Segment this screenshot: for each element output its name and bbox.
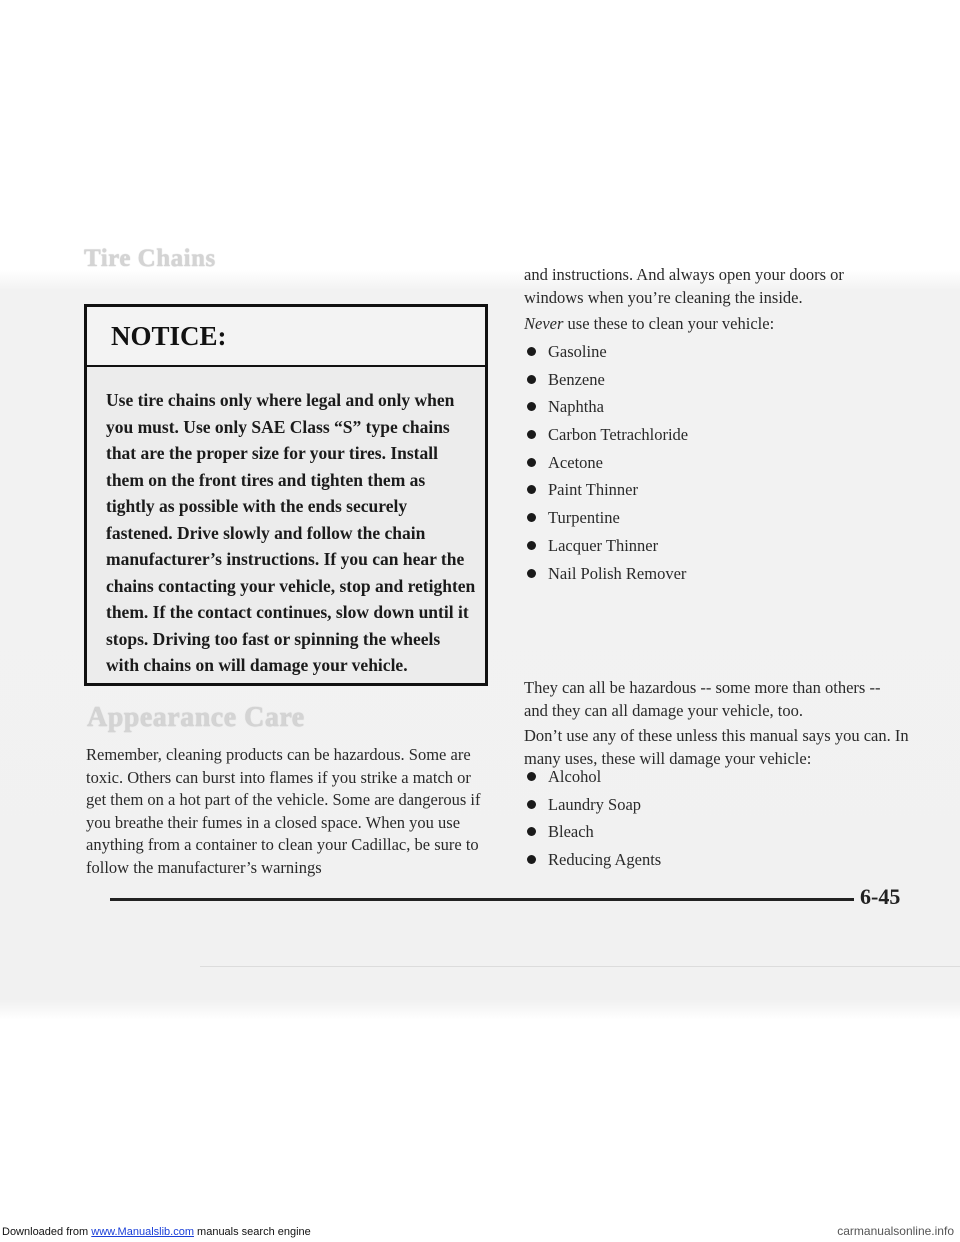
notice-text: Use tire chains only where legal and only when you must. Use only SAE Class “S” type chains that are the proper size for your tires. Install them on the front tires and tighten them as tightly as possible with the ends securely fastened. Drive slowly and follow the chain manufacturer’s instructions. If you can hear the chains contacting your vehicle, stop and retighten them. If the contact continues, slow down until it stops. Driving too fast or spinning the wheels with chains on will damage your vehicle. [106,390,476,675]
bullet-icon [527,800,536,809]
list-item-label: Bleach [548,822,594,842]
list-item [527,560,688,588]
list-item-label: Lacquer Thinner [548,535,659,555]
appearance-para-3: They can all be hazardous -- some more than others -- and they can all damage your vehicle, too. [524,678,881,720]
cleaner-list [527,338,688,587]
bullet-icon [527,347,536,356]
list-item [527,763,661,791]
bullet-icon [527,569,536,578]
notice-box [84,304,488,686]
list-item [527,366,688,394]
bullet-icon [527,430,536,439]
bullet-icon [527,375,536,384]
list-item [527,791,661,819]
list-item-label: Carbon Tetrachloride [548,425,689,445]
list-item-label: Alcohol [548,767,602,786]
download-suffix: manuals search engine [193,1226,311,1238]
list-item [527,476,688,504]
list-item [527,818,661,846]
tire-chains-title: Tire Chains [84,245,216,272]
list-item [527,449,688,477]
never-rest: use these to clean your vehicle: [563,314,775,333]
list-item [527,338,688,366]
list-item-label: Naphtha [548,397,604,417]
list-item-label: Paint Thinner [548,480,638,500]
download-prefix: Downloaded from [2,1226,92,1238]
bullet-icon [527,402,536,411]
bullet-icon [527,541,536,550]
list-item [527,421,688,449]
list-item [527,504,688,532]
damage-list [527,763,661,874]
list-item-label: Gasoline [548,342,607,361]
list-item [527,846,661,874]
notice-header [87,307,485,367]
page-number: 6-45 [860,884,901,909]
footer-rule [110,898,854,901]
bullet-icon [527,772,536,781]
bullet-icon [527,513,536,522]
list-item-label: Turpentine [548,508,620,528]
appearance-care-title: Appearance Care [87,702,305,733]
list-item-label: Laundry Soap [548,794,642,814]
faint-divider [200,966,960,967]
list-item-label: Acetone [548,452,603,472]
never-line [524,313,904,336]
list-item-label: Reducing Agents [548,850,662,870]
appearance-para-1: Remember, cleaning products can be hazardous. Some are toxic. Others can burst into flames if you strike a match or get them on a hot part of the vehicle. Some are dangerous if you breathe their fumes in a closed space. When you use anything from a container to clean your Cadillac, be sure to follow the manufacturer’s warnings [86,745,481,877]
bullet-icon [527,458,536,467]
watermark: carmanualsonline.info [837,1224,954,1238]
list-item [527,532,688,560]
appearance-para-2: and instructions. And always open your doors or windows when you’re cleaning the inside. [524,265,844,307]
never-word: Never [524,314,564,333]
list-item-label: Nail Polish Remover [548,563,687,583]
download-source-line [2,1226,311,1238]
list-item-label: Benzene [548,369,605,389]
bullet-icon [527,855,536,864]
manualslib-link[interactable]: www.Manualslib.com [91,1226,194,1238]
appearance-para-4: Don’t use any of these unless this manual says you can. In many uses, these will damage your vehicle: [524,726,909,768]
list-item [527,393,688,421]
notice-label: NOTICE: [111,321,227,351]
bullet-icon [527,485,536,494]
bullet-icon [527,827,536,836]
